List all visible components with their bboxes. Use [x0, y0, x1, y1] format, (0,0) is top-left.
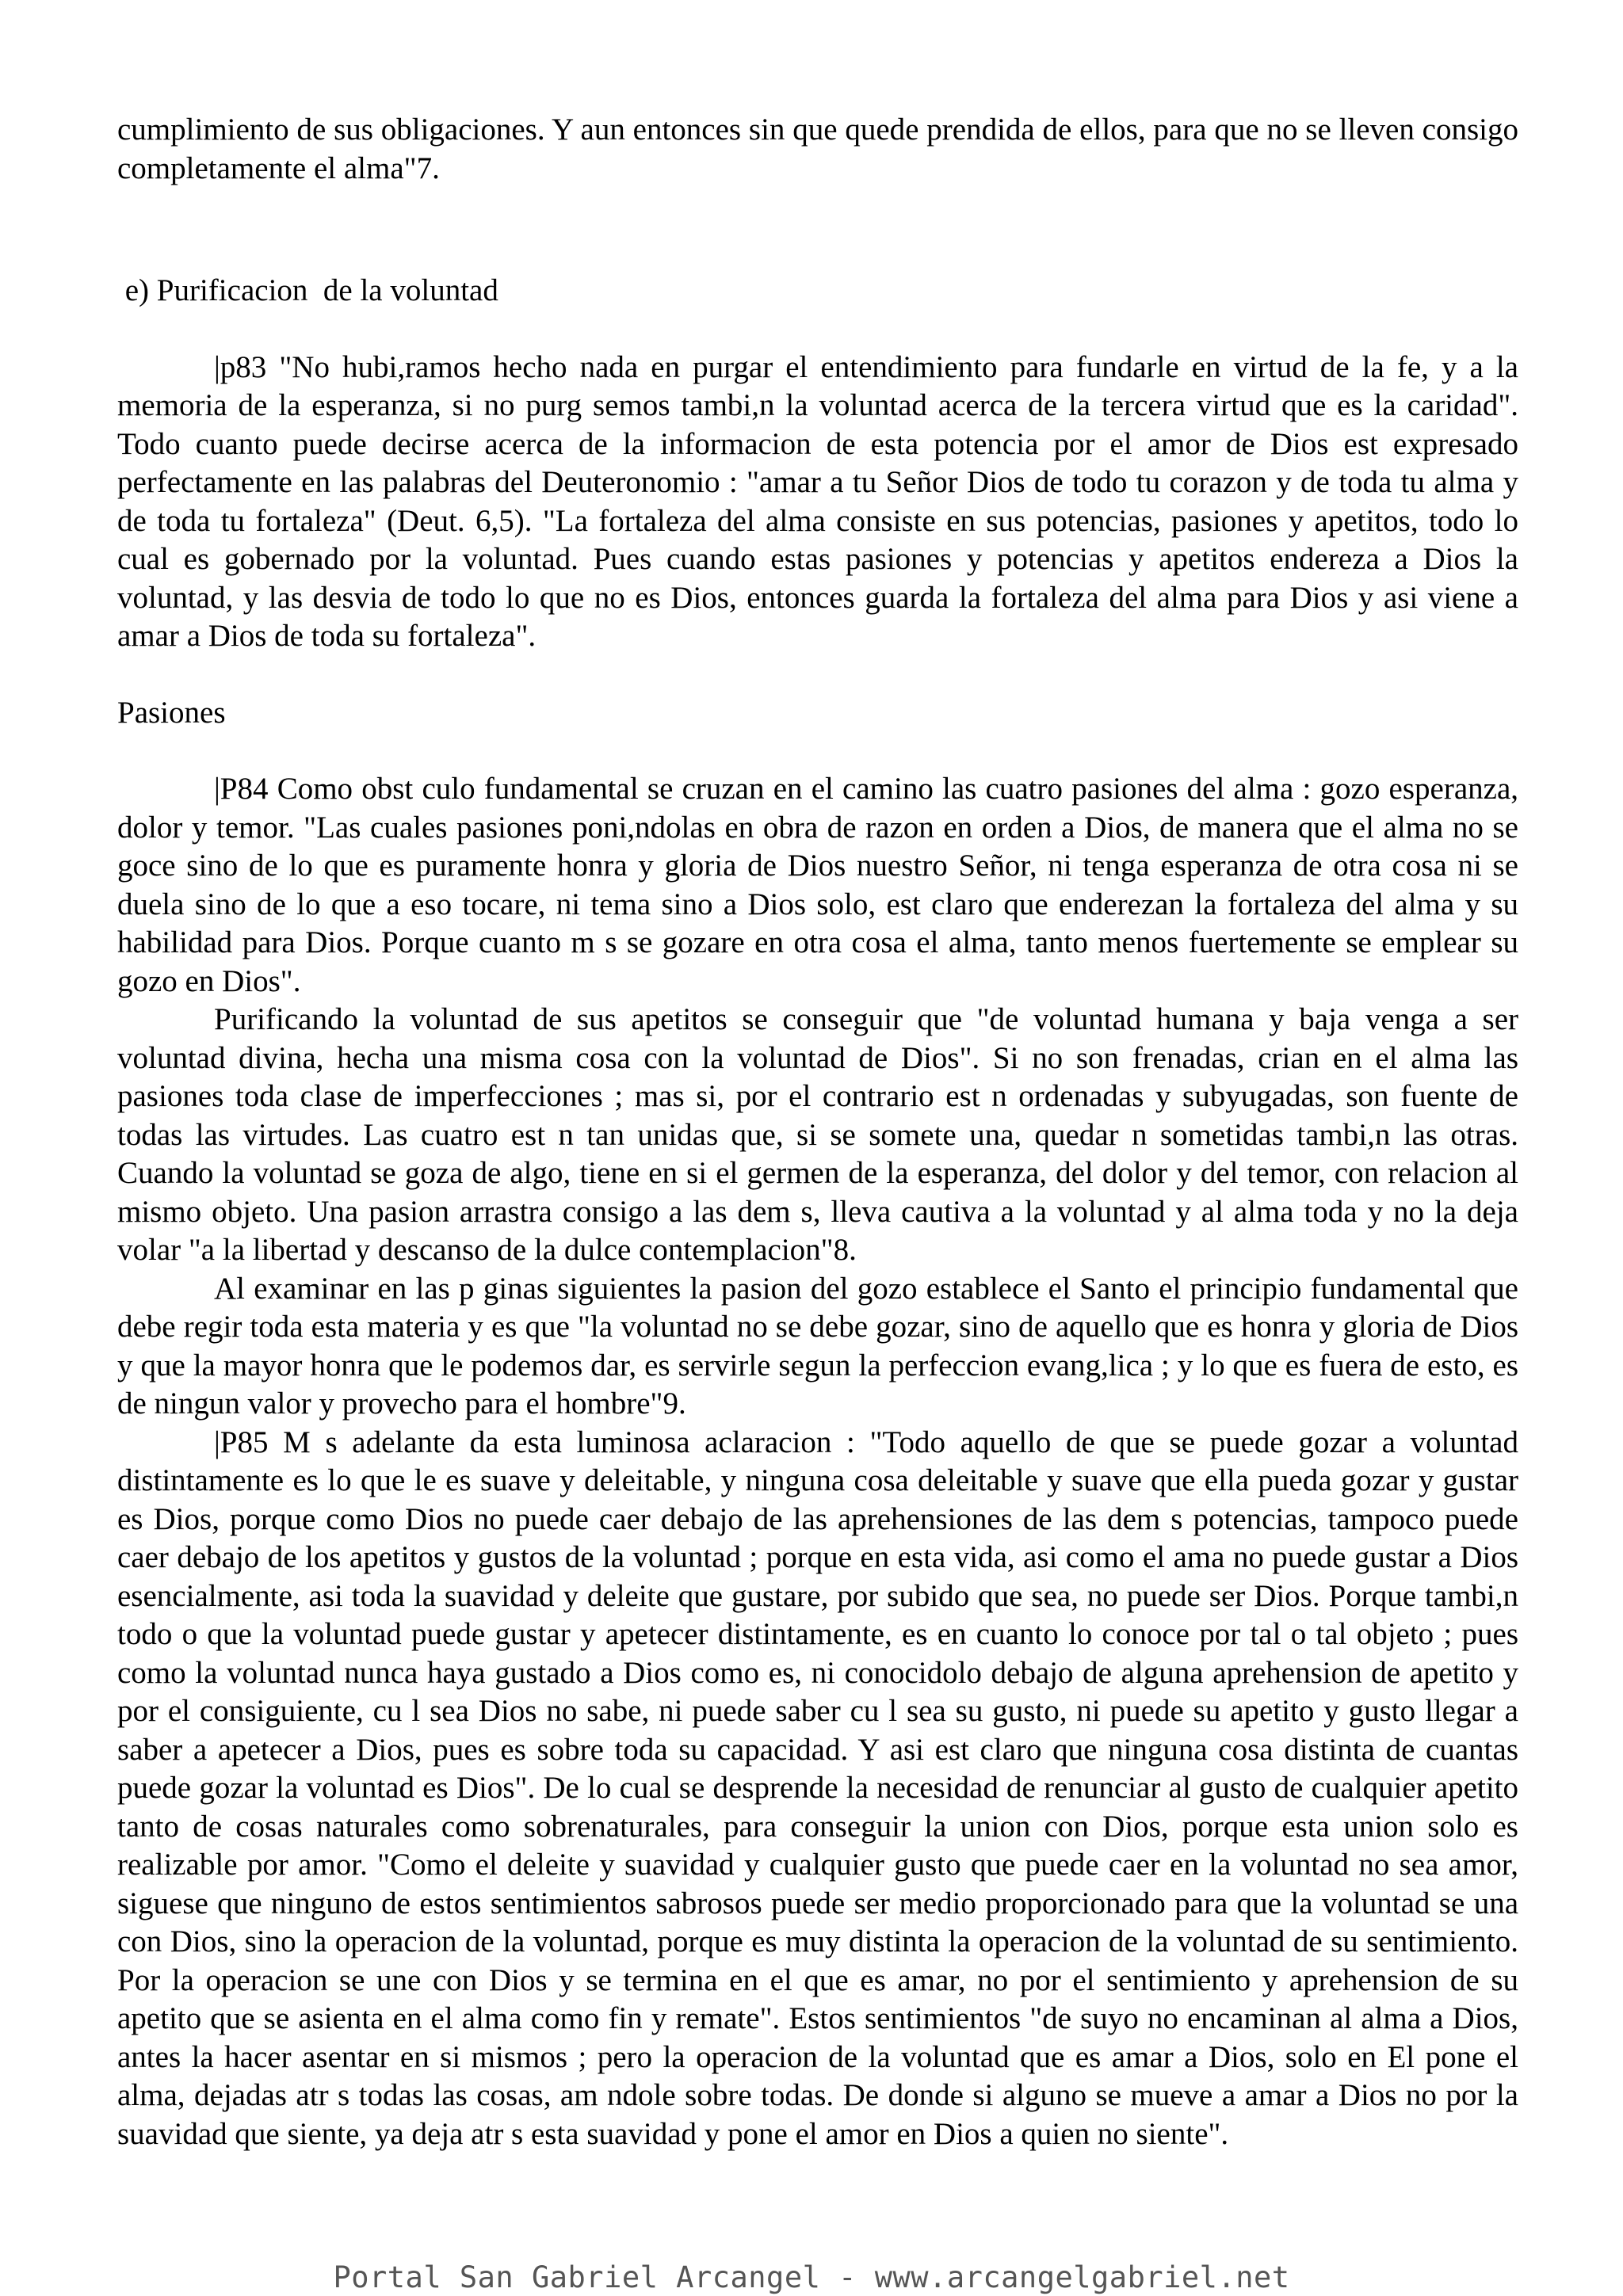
paragraph-p83: |p83 "No hubi,ramos hecho nada en purgar el entendimiento para fundarle en virtud de la fe, y a la memoria de la esperanza, si no purg semos tambi,n la voluntad acerca de la tercera virtud que es la caridad". Todo cuanto puede decirse acerca de la informacion de esta potencia por el amor de Dios est expresado perfectamente en las palabras del Deuteronomio : "amar a tu Señor Dios de todo tu corazon y de toda tu alma y de toda tu fortaleza" (Deut. 6,5). "La fortaleza del alma consiste en sus potencias, pasiones y apetitos, todo lo cual es gobernado por la voluntad. Pues cuando estas pasiones y potencias y apetitos endereza a Dios la voluntad, y las desvia de todo lo que no es Dios, entonces guarda la fortaleza del alma para Dios y asi viene a amar a Dios de toda su fortaleza". — [117, 349, 1518, 653]
paragraph-p85: |P85 M s adelante da esta luminosa aclaracion : "Todo aquello de que se puede gozar a voluntad distintamente es lo que le es suave y deleitable, y ninguna cosa deleitable y suave que ella pueda gozar y gustar es Dios, porque como Dios no puede caer debajo de las aprehensiones de las dem s potencias, tampoco puede caer debajo de los apetitos y gustos de la voluntad ; porque en esta vida, asi como el ama no puede gustar a Dios esencialmente, asi toda la suavidad y deleite que gustare, por subido que sea, no puede ser Dios. Porque tambi,n todo o que la voluntad puede gustar y apetecer distintamente, es en cuanto lo conoce por tal o tal objeto ; pues como la voluntad nunca haya gustado a Dios como es, ni conocidolo debajo de alguna aprehension de apetito y por el consiguiente, cu l sea Dios no sabe, ni puede saber cu l sea su gusto, ni puede su apetito y gusto llegar a saber a apetecer a Dios, pues es sobre toda su capacidad. Y asi est claro que ninguna cosa distinta de cuantas puede gozar la voluntad es Dios". De lo cual se desprende la necesidad de renunciar al gusto de cualquier apetito tanto de cosas naturales como sobrenaturales, para conseguir la union con Dios, porque esta union solo es realizable por amor. "Como el deleite y suavidad y cualquier gusto que puede caer en la voluntad no sea amor, siguese que ninguno de estos sentimientos sabrosos puede ser medio proporcionado para que la voluntad se una con Dios, sino la operacion de la voluntad, porque es muy distinta la operacion de la voluntad de su sentimiento. Por la operacion se une con Dios y se termina en el que es amar, no por el sentimiento y aprehension de su apetito que se asienta en el alma como fin y remate". Estos sentimientos "de suyo no encaminan al alma a Dios, antes la hacer asentar en si mismos ; pero la operacion de la voluntad que es amar a Dios, solo en El pone el alma, dejadas atr s todas las cosas, am ndole sobre todas. De donde si alguno se mueve a amar a Dios no por la suavidad que siente, ya deja atr s esta suavidad y pone el amor en Dios a quien no siente". — [117, 1425, 1518, 2151]
document-page — [117, 111, 1518, 2153]
page-footer: Portal San Gabriel Arcangel - www.arcangelgabriel.net — [333, 2260, 1290, 2294]
opening-paragraph: cumplimiento de sus obligaciones. Y aun entonces sin que quede prendida de ellos, para que no se lleven consigo completamente el alma"7. — [117, 113, 1518, 185]
spacer — [117, 656, 1518, 694]
paragraph-purificando: Purificando la voluntad de sus apetitos se conseguir que "de voluntad humana y baja venga a ser voluntad divina, hecha una misma cosa con la voluntad de Dios". Si no son frenadas, crian en el alma las pasiones toda clase de imperfecciones ; mas si, por el contrario est n ordenadas y subyugadas, son fuente de todas las virtudes. Las cuatro est n tan unidas que, si se somete una, quedar n sometidas tambi,n las otras. Cuando la voluntad se goza de algo, tiene en si el germen de la esperanza, del dolor y del temor, con relacion al mismo objeto. Una pasion arrastra consigo a las dem s, lleva cautiva a la voluntad y al alma toda y no la deja volar "a la libertad y descanso de la dulce contemplacion"8. — [117, 1002, 1518, 1267]
paragraph-examinar: Al examinar en las p ginas siguientes la pasion del gozo establece el Santo el principio fundamental que debe regir toda esta materia y es que "la voluntad no se debe gozar, sino de aquello que es honra y gloria de Dios y que la mayor honra que le podemos dar, es servirle segun la perfeccion evang,lica ; y lo que es fuera de esto, es de ningun valor y provecho para el hombre"9. — [117, 1271, 1518, 1421]
spacer — [117, 732, 1518, 770]
section-heading: e) Purificacion de la voluntad — [117, 273, 498, 307]
spacer — [117, 188, 1518, 272]
paragraph-p84: |P84 Como obst culo fundamental se cruzan en el camino las cuatro pasiones del alma : gozo esperanza, dolor y temor. "Las cuales pasiones poni,ndolas en obra de razon en orden a Dios, de manera que el alma no se goce sino de lo que es puramente honra y gloria de Dios nuestro Señor, ni tenga esperanza de otra cosa ni se duela sino de lo que a eso tocare, ni tema sino a Dios solo, est claro que enderezan la fortaleza del alma y su habilidad para Dios. Porque cuanto m s se gozare en otra cosa el alma, tanto menos fuertemente se emplear su gozo en Dios". — [117, 772, 1518, 998]
spacer — [117, 311, 1518, 349]
subheading-pasiones: Pasiones — [117, 695, 226, 730]
